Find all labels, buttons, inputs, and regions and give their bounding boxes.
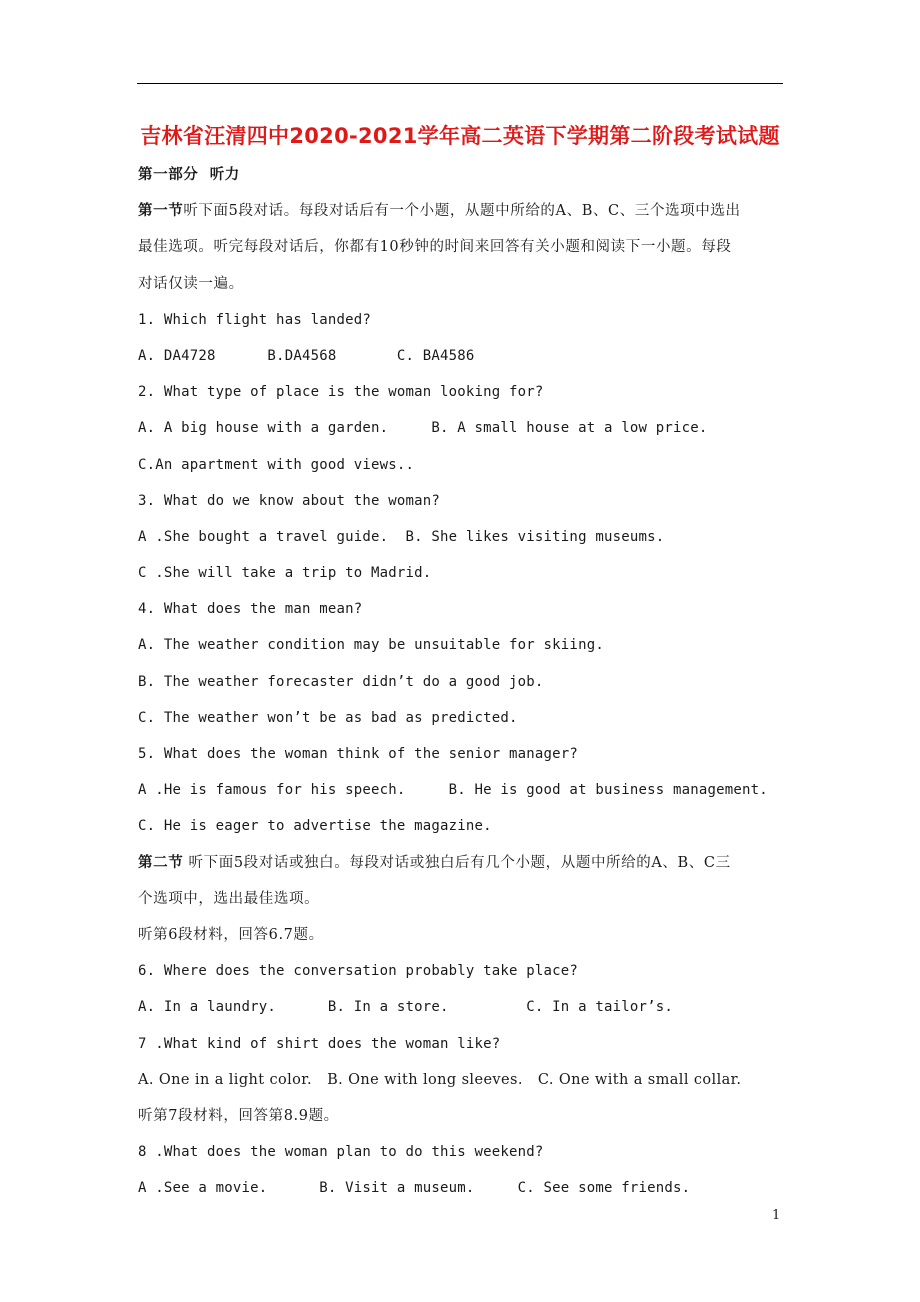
section1-label: 第一节 <box>138 203 184 220</box>
question-7-options: A. One in a light color. B. One with long sleeves. C. One with a small collar. <box>138 1071 742 1088</box>
question-8-options: A .See a movie. B. Visit a museum. C. See some friends. <box>138 1180 691 1197</box>
header-rule <box>137 83 783 84</box>
question-4-option-c: C. The weather won’t be as bad as predicted. <box>138 709 518 726</box>
question-7-stem: 7 .What kind of shirt does the woman like? <box>138 1035 501 1052</box>
question-1-options: A. DA4728 B.DA4568 C. BA4586 <box>138 347 475 364</box>
section2-instructions-line2: 个选项中，选出最佳选项。 <box>138 890 320 907</box>
question-5-options-line1: A .He is famous for his speech. B. He is good at business management. <box>138 782 768 799</box>
question-4-option-b: B. The weather forecaster didn’t do a good job. <box>138 673 544 690</box>
material-6-heading: 听第6段材料，回答6.7题。 <box>138 926 324 943</box>
question-6-options: A. In a laundry. B. In a store. C. In a tailor’s. <box>138 999 673 1016</box>
section1-instructions-line3: 对话仅读一遍。 <box>138 275 244 292</box>
question-2-options-line1: A. A big house with a garden. B. A small house at a low price. <box>138 420 708 437</box>
question-4-option-a: A. The weather condition may be unsuitable for skiing. <box>138 637 604 654</box>
section2-instructions-line1 <box>138 845 784 881</box>
question-3-options-line2: C .She will take a trip to Madrid. <box>138 565 432 582</box>
question-3-options-line1: A .She bought a travel guide. B. She likes visiting museums. <box>138 528 665 545</box>
section1-instructions-line1 <box>138 193 784 229</box>
exam-content <box>138 157 784 1206</box>
question-4-stem: 4. What does the man mean? <box>138 601 363 618</box>
question-5-stem: 5. What does the woman think of the senior manager? <box>138 746 579 762</box>
question-2-options-line2: C.An apartment with good views.. <box>138 456 415 473</box>
material-7-heading: 听第7段材料，回答第8.9题。 <box>138 1107 339 1124</box>
section1-instructions-text: 听下面5段对话。每段对话后有一个小题，从题中所给的A、B、C、三个选项中选出 <box>183 203 741 220</box>
section2-instructions-text: 听下面5段对话或独白。每段对话或独白后有几个小题，从题中所给的A、B、C三 <box>183 854 731 871</box>
section2-label: 第二节 <box>138 854 184 871</box>
page-number: 1 <box>772 1208 781 1223</box>
question-5-options-line2: C. He is eager to advertise the magazine. <box>138 818 492 835</box>
question-2-stem: 2. What type of place is the woman looking for? <box>138 384 544 401</box>
question-8-stem: 8 .What does the woman plan to do this weekend? <box>138 1144 544 1161</box>
part-heading: 第一部分 听力 <box>138 166 240 183</box>
question-6-stem: 6. Where does the conversation probably take place? <box>138 963 579 980</box>
page-title: 吉林省汪清四中2020-2021学年高二英语下学期第二阶段考试试题 <box>140 124 780 148</box>
question-3-stem: 3. What do we know about the woman? <box>138 492 441 509</box>
question-1-stem: 1. Which flight has landed? <box>138 311 371 328</box>
section1-instructions-line2: 最佳选项。听完每段对话后，你都有10秒钟的时间来回答有关小题和阅读下一小题。每段 <box>138 239 732 256</box>
